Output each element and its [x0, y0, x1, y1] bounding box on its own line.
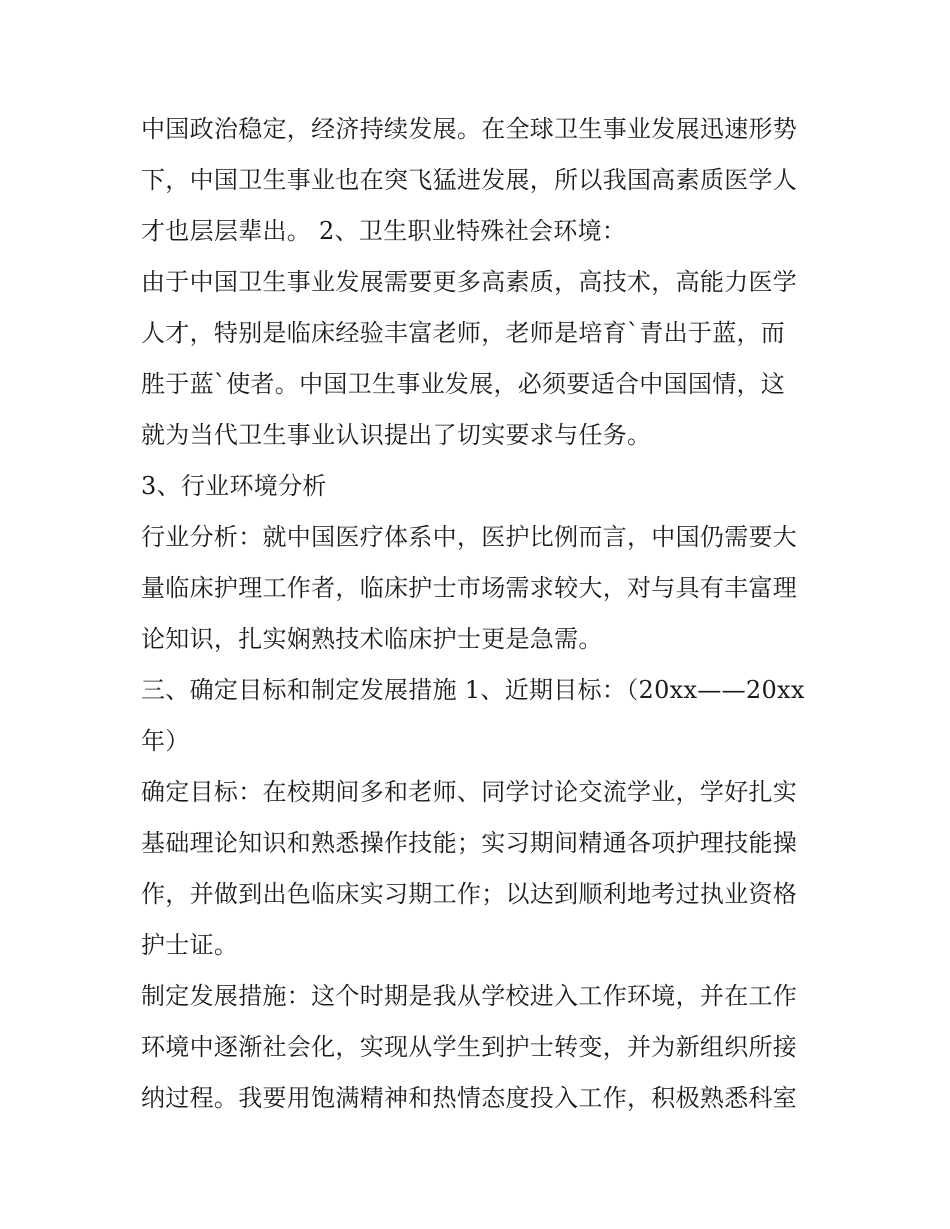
text-line: 年） — [141, 727, 190, 755]
text-line: 环境中逐渐社会化，实现从学生到护士转变，并为新组织所接 — [141, 1033, 798, 1061]
text-line: 确定目标：在校期间多和老师、同学讨论交流学业，学好扎实 — [141, 778, 798, 806]
text-line: 就为当代卫生事业认识提出了切实要求与任务。 — [141, 421, 652, 449]
section-heading: 3、行业环境分析 — [141, 472, 327, 500]
text-line: 胜于蓝`使者。中国卫生事业发展，必须要适合中国国情，这 — [141, 370, 786, 398]
text-line: 由于中国卫生事业发展需要更多高素质，高技术，高能力医学 — [141, 268, 798, 296]
text-line: 行业分析：就中国医疗体系中，医护比例而言，中国仍需要大 — [141, 523, 798, 551]
text-line: 论知识，扎实娴熟技术临床护士更是急需。 — [141, 625, 603, 653]
text-line: 制定发展措施：这个时期是我从学校进入工作环境，并在工作 — [141, 982, 798, 1010]
text-line: 作，并做到出色临床实习期工作；以达到顺利地考过执业资格 — [141, 880, 798, 908]
section-heading: 三、确定目标和制定发展措施 1、近期目标：（20xx——20xx — [141, 676, 805, 704]
text-line: 下，中国卫生事业也在突飞猛进发展，所以我国高素质医学人 — [141, 166, 798, 194]
text-line: 基础理论知识和熟悉操作技能；实习期间精通各项护理技能操 — [141, 829, 798, 857]
text-line: 人才，特别是临床经验丰富老师，老师是培育`青出于蓝，而 — [141, 319, 786, 347]
text-line: 纳过程。我要用饱满精神和热情态度投入工作，积极熟悉科室 — [141, 1084, 798, 1112]
text-line: 量临床护理工作者，临床护士市场需求较大，对与具有丰富理 — [141, 574, 798, 602]
text-line: 中国政治稳定，经济持续发展。在全球卫生事业发展迅速形势 — [141, 115, 798, 143]
text-line: 护士证。 — [141, 931, 239, 959]
text-line: 才也层层辈出。 2、卫生职业特殊社会环境： — [141, 217, 627, 245]
